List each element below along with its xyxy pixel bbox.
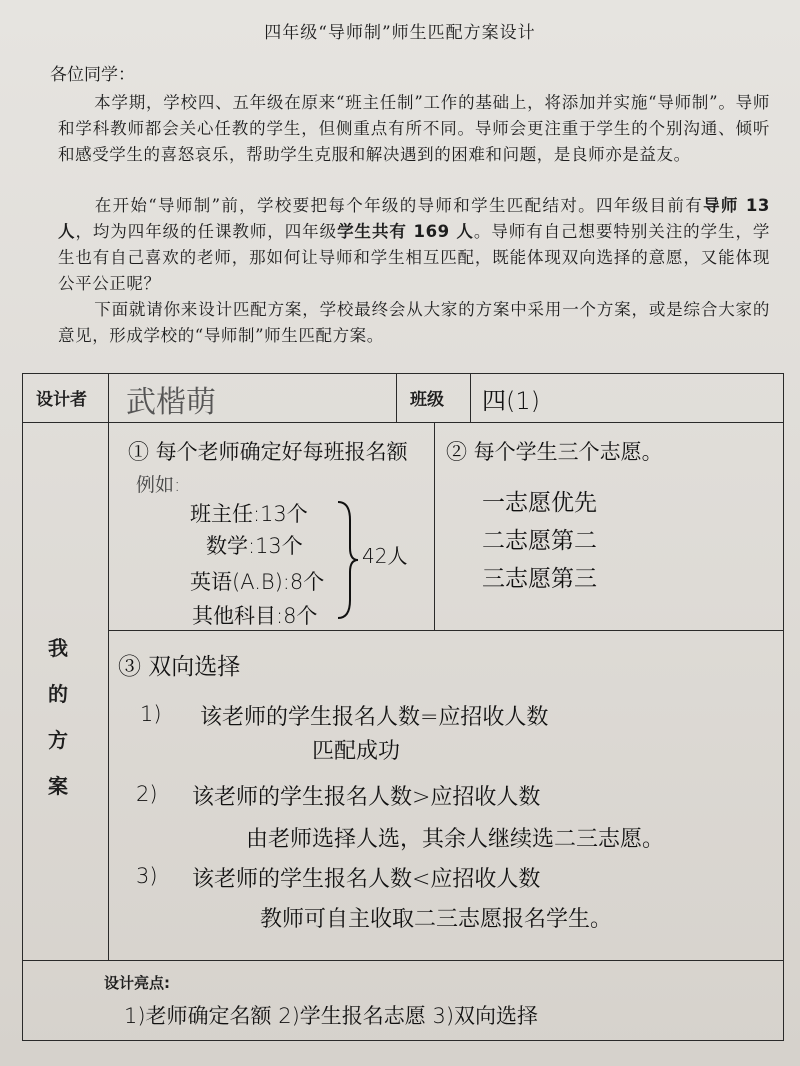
rule-condition: 该老师的学生报名人数<应招收人数	[192, 867, 541, 892]
plan-label-char: 的	[48, 682, 68, 706]
section3-title: ③ 双向选择	[118, 654, 241, 680]
rule-outcome: 由老师选择人选，其余人继续选二三志愿。	[246, 827, 665, 852]
document-title: 四年级“导师制”师生匹配方案设计	[264, 23, 536, 43]
task-text: 下面就请你来设计匹配方案，学校最终会从大家的方案中采用一个方案，或是综合大家的意见，形成学校的“导师制”师生匹配方案。	[58, 300, 770, 345]
designer-field[interactable]: 武楷萌	[126, 385, 216, 420]
student-count: 学生共有 169 人	[337, 222, 474, 241]
table-divider	[108, 630, 784, 631]
plan-label	[40, 632, 76, 816]
plan-label-char: 我	[48, 636, 68, 660]
matching-text-a: 在开始“导师制”前，学校要把每个年级的导师和学生匹配结对。四年级目前有	[94, 196, 704, 215]
table-divider	[434, 422, 435, 630]
table-divider	[22, 960, 784, 961]
table-divider	[396, 373, 397, 422]
highlights-field[interactable]: 1)老师确定名额 2)学生报名志愿 3)双向选择	[124, 1004, 539, 1028]
section2-title: ② 每个学生三个志愿。	[446, 440, 663, 464]
section2-item: 三志愿第三	[482, 566, 597, 592]
intro-text: 本学期，学校四、五年级在原来“班主任制”工作的基础上，将添加并实施“导师制”。导师和学科教师都会关心任教的学生，但侧重点有所不同。导师会更注重于学生的个别沟通、倾听和感受学生的喜怒哀乐，帮助学生克服和解决遇到的困难和问题，是良师亦是益友。	[58, 93, 770, 164]
table-divider	[470, 373, 471, 422]
rule-condition: 该老师的学生报名人数>应招收人数	[192, 785, 541, 810]
section1-item: 其他科目:8个	[192, 604, 318, 628]
section1-item: 数学:13个	[206, 534, 303, 558]
rule-condition: 该老师的学生报名人数=应招收人数	[200, 705, 549, 730]
intro-paragraph	[58, 90, 770, 168]
matching-text-e: 。导师有自己想要特别关注的学生，学生也有自己喜欢的老师，那如何让导师和学生相互匹配，既能体现双向选择的意愿，又能体现公平公正呢？	[58, 222, 771, 293]
designer-label: 设计者	[36, 390, 87, 410]
plan-label-char: 方	[48, 728, 68, 752]
section1-item: 英语(A.B):8个	[190, 570, 325, 594]
brace-icon	[334, 500, 360, 620]
task-paragraph	[58, 297, 770, 349]
section1-total: 42人	[362, 544, 408, 568]
matching-text-c: ，均为四年级的任课教师，四年级	[75, 222, 338, 241]
rule-number: 2)	[136, 782, 158, 806]
rule-number: 1)	[140, 702, 162, 726]
section1-item: 班主任:13个	[190, 502, 308, 526]
matching-paragraph	[58, 193, 770, 297]
section1-title: ① 每个老师确定好每班报名额	[128, 440, 408, 464]
rule-outcome: 教师可自主收取二三志愿报名学生。	[260, 907, 613, 932]
section2-item: 二志愿第二	[482, 528, 597, 554]
section1-example: 例如:	[136, 474, 181, 496]
greeting: 各位同学：	[50, 65, 135, 85]
mentor-count: 导师 13 人	[58, 196, 770, 241]
section2-item: 一志愿优先	[482, 490, 597, 516]
rule-number: 3)	[136, 864, 158, 888]
table-divider	[22, 422, 784, 423]
table-divider	[108, 373, 109, 960]
rule-outcome: 匹配成功	[312, 739, 401, 764]
highlights-label: 设计亮点:	[104, 974, 170, 992]
plan-label-char: 案	[48, 774, 68, 798]
class-field[interactable]: 四(1)	[482, 387, 540, 415]
class-label: 班级	[410, 390, 444, 410]
